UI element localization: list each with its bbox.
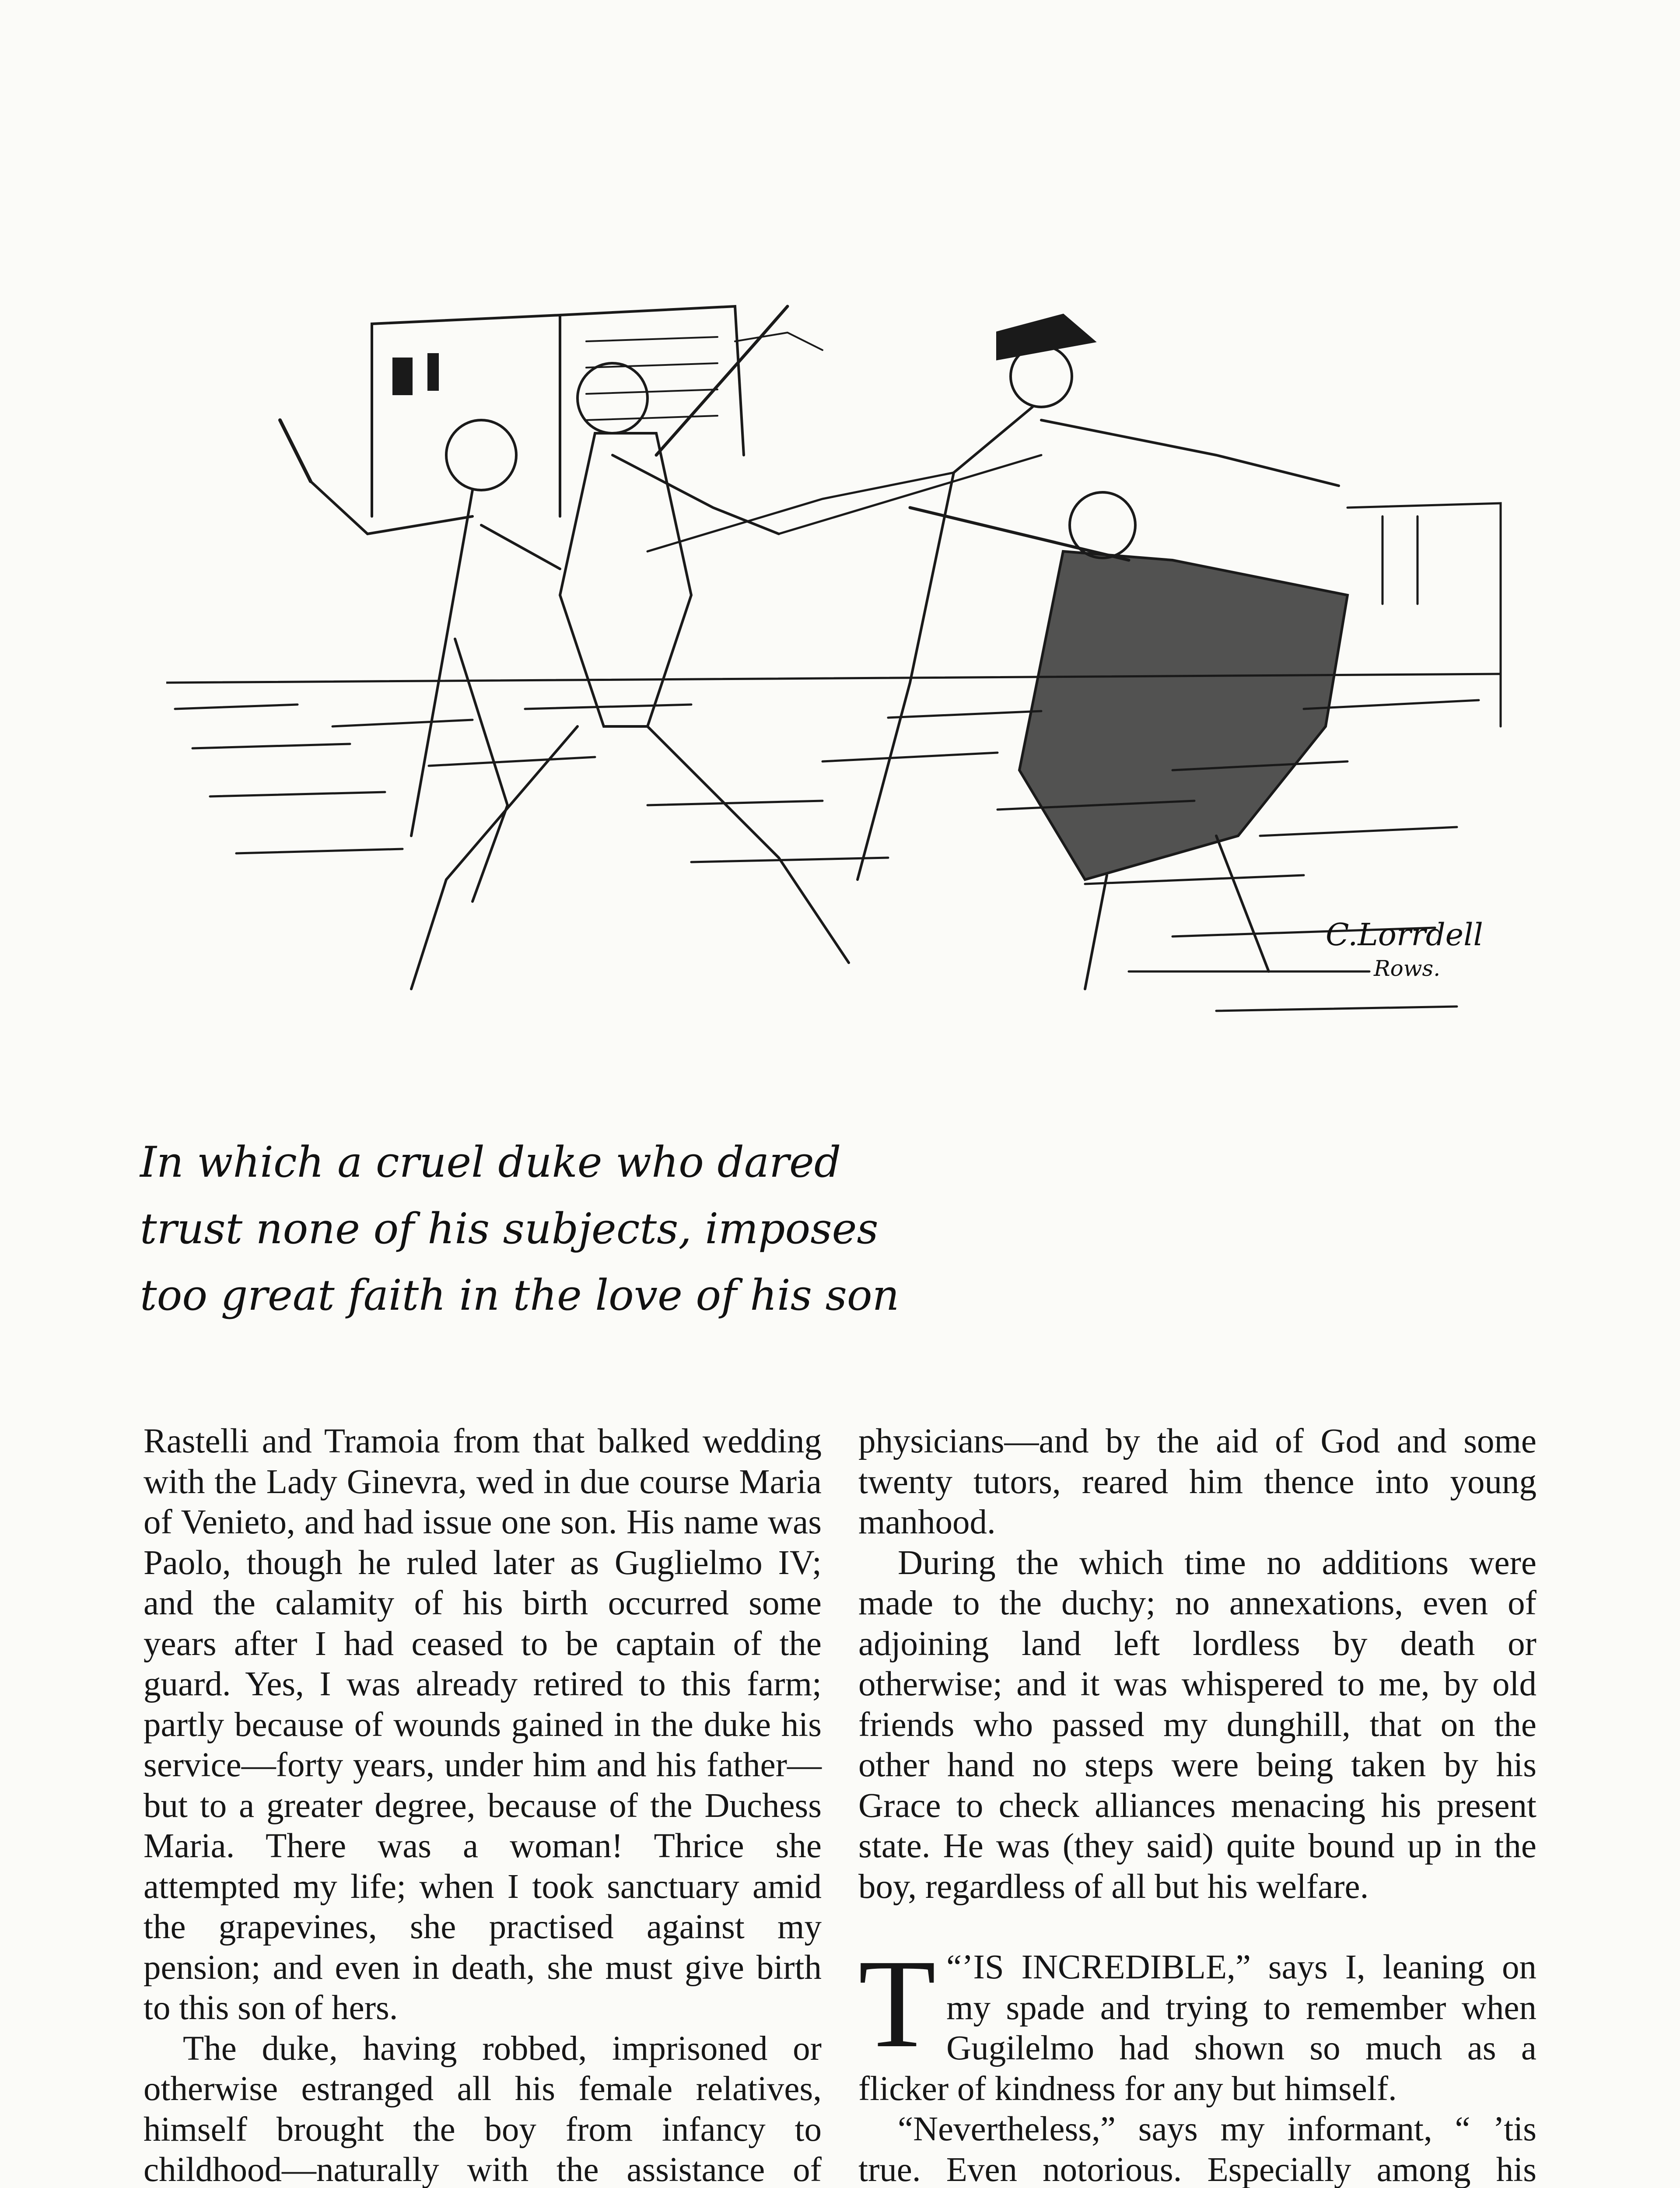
paragraph: physicians—and by the aid of God and some twenty tutors, reared him thence into young manhood. — [858, 1422, 1536, 1541]
artist-signature-line2: Rows. — [1374, 956, 1441, 981]
tagline-line: trust none of his subjects, imposes — [140, 1204, 878, 1253]
duel-illustration — [166, 289, 1518, 1076]
tagline-line: too great faith in the love of his son — [140, 1271, 900, 1320]
paragraph-dropcap — [858, 1933, 1536, 2109]
building-icon — [372, 306, 822, 516]
swordsman-left-icon — [280, 420, 560, 901]
text-column-right — [858, 1421, 1536, 2188]
paragraph: “Nevertheless,” says my informant, “ ’tis true. Even notorious. Especially among his — [858, 2110, 1536, 2188]
drop-cap: T — [858, 1933, 936, 2074]
artist-signature: C.Lorrdell — [1326, 917, 1483, 953]
cloaked-fighter-icon — [910, 492, 1348, 989]
opening-quote: “’ — [946, 1948, 973, 1986]
swordsman-center-icon — [411, 306, 1041, 989]
tagline-line: In which a cruel duke who dared — [140, 1138, 841, 1187]
text-column-left — [144, 1421, 822, 2188]
dropcap-paragraph-text: IS INCREDIBLE,” says I, leaning on my spade and trying to remember when Gugilelmo had shown so much as a flicker of kindness for any but himself. — [858, 1948, 1536, 2108]
paragraph: The duke, having robbed, imprisoned or otherwise estranged all his female relatives, himself brought the boy from infancy to childhood—naturally with the assistance of — [144, 2029, 822, 2188]
chapter-tagline — [140, 1129, 1032, 1329]
paragraph: During the which time no additions were made to the duchy; no annexations, even of adjoining land left lordless by death or otherwise; and it was whispered to me, by old friends who passed my dunghill, that on the other hand no steps were being taken by his Grace to check alliances menacing his present state. He was (they said) quite bound up in the boy, regardless of all but his welfare. — [858, 1543, 1536, 1906]
paragraph: Rastelli and Tramoia from that balked wedding with the Lady Ginevra, wed in due course Maria of Venieto, and had issue one son. His name was Paolo, though he ruled later as Guglielmo IV; and the calamity of his birth occurred some years after I had ceased to be captain of the guard. Yes, I was already retired to this farm; partly because of wounds gained in the duke his service—forty years, under him and his father—but to a greater degree, because of the Duchess Maria. There was a woman! Thrice she attempted my life; when I took sanctuary amid the grapevines, she practised against my pension; and even in death, she must give birth to this son of hers. — [144, 1422, 822, 2027]
